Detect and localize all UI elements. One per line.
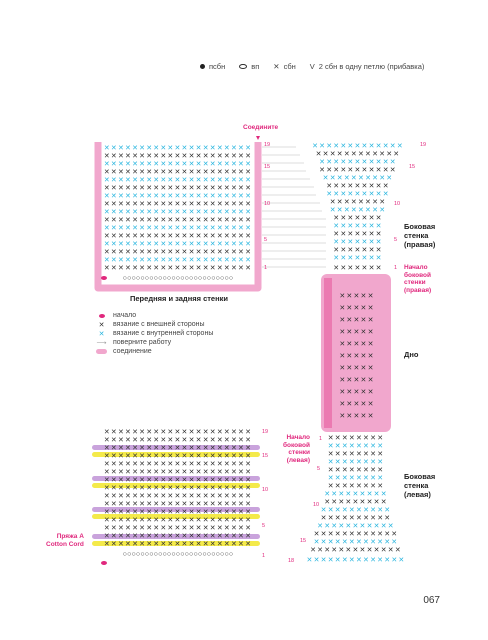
yarn-label: Пряжа А Cotton Cord xyxy=(46,533,84,548)
start-marker-icon xyxy=(96,314,107,318)
row-num-sl-18: 18 xyxy=(288,558,295,564)
svg-text:✕✕✕✕✕✕✕: ✕✕✕✕✕✕✕ xyxy=(333,223,383,230)
turn-arrow-icon: ⟶ xyxy=(96,339,107,347)
svg-text:○○○○○○○○○○○○○○○○○○○○○○○○○: ○○○○○○○○○○○○○○○○○○○○○○○○○ xyxy=(122,551,234,558)
svg-text:✕✕✕✕✕: ✕✕✕✕✕ xyxy=(339,401,375,408)
row-num-sr-19: 19 xyxy=(420,142,427,148)
svg-text:✕✕✕✕✕✕✕✕✕✕✕✕✕: ✕✕✕✕✕✕✕✕✕✕✕✕✕ xyxy=(312,143,404,150)
side-right-label: Боковая стенка (правая) xyxy=(404,222,436,249)
svg-text:✕✕✕✕✕✕✕✕✕✕✕✕✕✕✕✕✕✕✕✕✕: ✕✕✕✕✕✕✕✕✕✕✕✕✕✕✕✕✕✕✕✕✕ xyxy=(103,153,253,160)
row-num-sl-5: 5 xyxy=(317,466,321,472)
svg-text:✕✕✕✕✕: ✕✕✕✕✕ xyxy=(339,377,375,384)
svg-text:✕✕✕✕✕✕✕✕✕✕✕✕✕✕✕✕✕✕✕✕✕: ✕✕✕✕✕✕✕✕✕✕✕✕✕✕✕✕✕✕✕✕✕ xyxy=(103,501,253,508)
svg-text:✕✕✕✕✕✕✕✕✕✕✕✕✕✕✕✕✕✕✕✕✕: ✕✕✕✕✕✕✕✕✕✕✕✕✕✕✕✕✕✕✕✕✕ xyxy=(103,241,253,248)
svg-text:✕✕✕✕✕✕✕✕✕✕✕✕✕✕✕✕✕✕✕✕✕: ✕✕✕✕✕✕✕✕✕✕✕✕✕✕✕✕✕✕✕✕✕ xyxy=(103,453,253,460)
row-num-ll-1: 1 xyxy=(262,553,266,559)
legend-ch: вп xyxy=(239,62,259,71)
inner-stitch-icon: ✕ xyxy=(98,330,105,338)
svg-text:✕✕✕✕✕✕✕✕: ✕✕✕✕✕✕✕✕ xyxy=(327,467,385,474)
svg-text:✕✕✕✕✕✕✕✕✕: ✕✕✕✕✕✕✕✕✕ xyxy=(324,499,388,506)
front-back-label: Передняя и задняя стенки xyxy=(130,294,228,303)
row-num-ll-5: 5 xyxy=(262,523,266,529)
svg-text:✕✕✕✕✕✕✕✕✕✕✕✕✕✕✕✕✕✕✕✕✕: ✕✕✕✕✕✕✕✕✕✕✕✕✕✕✕✕✕✕✕✕✕ xyxy=(103,177,253,184)
svg-text:✕✕✕✕✕✕✕✕✕✕✕✕✕✕✕✕✕✕✕✕✕: ✕✕✕✕✕✕✕✕✕✕✕✕✕✕✕✕✕✕✕✕✕ xyxy=(103,257,253,264)
svg-text:✕✕✕✕✕✕✕✕✕: ✕✕✕✕✕✕✕✕✕ xyxy=(326,191,390,198)
svg-text:✕✕✕✕✕✕✕✕: ✕✕✕✕✕✕✕✕ xyxy=(329,199,387,206)
legend-turn: ⟶ поверните работу xyxy=(96,339,172,347)
legend-start: начало xyxy=(96,311,213,320)
svg-text:✕✕✕✕✕✕✕: ✕✕✕✕✕✕✕ xyxy=(333,255,383,262)
svg-text:✕✕✕✕✕✕✕✕✕✕✕✕✕✕✕✕✕✕✕✕✕: ✕✕✕✕✕✕✕✕✕✕✕✕✕✕✕✕✕✕✕✕✕ xyxy=(103,193,253,200)
row-num-fb-1: 1 xyxy=(264,265,268,271)
svg-text:✕✕✕✕✕✕✕: ✕✕✕✕✕✕✕ xyxy=(333,265,383,272)
svg-text:✕✕✕✕✕✕✕✕✕✕✕✕✕✕✕✕✕✕✕✕✕: ✕✕✕✕✕✕✕✕✕✕✕✕✕✕✕✕✕✕✕✕✕ xyxy=(103,533,253,540)
side-left-label: Боковая стенка (левая) xyxy=(404,472,436,499)
svg-text:✕✕✕✕✕✕✕✕✕: ✕✕✕✕✕✕✕✕✕ xyxy=(324,491,388,498)
svg-text:✕✕✕✕✕✕✕✕: ✕✕✕✕✕✕✕✕ xyxy=(327,451,385,458)
start-right-label: Начало боковой стенки (правая) xyxy=(404,264,432,294)
svg-text:✕✕✕✕✕: ✕✕✕✕✕ xyxy=(339,341,375,348)
svg-text:✕✕✕✕✕✕✕: ✕✕✕✕✕✕✕ xyxy=(333,231,383,238)
svg-text:✕✕✕✕✕✕✕: ✕✕✕✕✕✕✕ xyxy=(333,215,383,222)
page-number: 067 xyxy=(423,595,440,606)
svg-text:✕✕✕✕✕✕✕✕✕✕✕✕✕✕✕✕✕✕✕✕✕: ✕✕✕✕✕✕✕✕✕✕✕✕✕✕✕✕✕✕✕✕✕ xyxy=(103,233,253,240)
svg-text:✕✕✕✕✕✕✕✕✕✕✕✕✕✕✕✕✕✕✕✕✕: ✕✕✕✕✕✕✕✕✕✕✕✕✕✕✕✕✕✕✕✕✕ xyxy=(103,145,253,152)
row-num-sl-15: 15 xyxy=(300,538,307,544)
svg-text:✕✕✕✕✕✕✕✕✕✕: ✕✕✕✕✕✕✕✕✕✕ xyxy=(322,175,394,182)
svg-text:✕✕✕✕✕✕✕✕✕✕✕: ✕✕✕✕✕✕✕✕✕✕✕ xyxy=(319,159,397,166)
svg-text:✕✕✕✕✕✕✕✕✕✕✕✕: ✕✕✕✕✕✕✕✕✕✕✕✕ xyxy=(315,151,401,158)
svg-text:✕✕✕✕✕✕✕✕✕✕✕✕✕: ✕✕✕✕✕✕✕✕✕✕✕✕✕ xyxy=(310,547,402,554)
svg-text:✕✕✕✕✕: ✕✕✕✕✕ xyxy=(339,365,375,372)
svg-text:✕✕✕✕✕: ✕✕✕✕✕ xyxy=(339,353,375,360)
svg-text:✕✕✕✕✕✕✕✕✕✕✕✕✕✕✕✕✕✕✕✕✕: ✕✕✕✕✕✕✕✕✕✕✕✕✕✕✕✕✕✕✕✕✕ xyxy=(103,525,253,532)
outer-stitch-icon: ✕ xyxy=(98,321,105,329)
start-marker-lower xyxy=(101,561,107,565)
svg-text:✕✕✕✕✕✕✕✕: ✕✕✕✕✕✕✕✕ xyxy=(327,475,385,482)
row-num-fb-10: 10 xyxy=(264,201,271,207)
side-left-grid xyxy=(307,435,406,564)
svg-text:✕✕✕✕✕✕✕✕: ✕✕✕✕✕✕✕✕ xyxy=(327,435,385,442)
svg-text:✕✕✕✕✕✕✕✕✕✕✕✕✕✕✕✕✕✕✕✕✕: ✕✕✕✕✕✕✕✕✕✕✕✕✕✕✕✕✕✕✕✕✕ xyxy=(103,169,253,176)
svg-text:✕✕✕✕✕✕✕✕✕✕✕✕✕✕✕✕✕✕✕✕✕: ✕✕✕✕✕✕✕✕✕✕✕✕✕✕✕✕✕✕✕✕✕ xyxy=(103,161,253,168)
svg-text:✕✕✕✕✕✕✕✕✕✕: ✕✕✕✕✕✕✕✕✕✕ xyxy=(320,515,392,522)
svg-text:✕✕✕✕✕✕✕✕✕✕✕✕✕✕✕✕✕✕✕✕✕: ✕✕✕✕✕✕✕✕✕✕✕✕✕✕✕✕✕✕✕✕✕ xyxy=(103,541,253,548)
row-num-sr-5: 5 xyxy=(394,237,398,243)
svg-text:✕✕✕✕✕✕✕✕✕✕✕✕✕✕✕✕✕✕✕✕✕: ✕✕✕✕✕✕✕✕✕✕✕✕✕✕✕✕✕✕✕✕✕ xyxy=(103,209,253,216)
svg-text:○○○○○○○○○○○○○○○○○○○○○○○○○: ○○○○○○○○○○○○○○○○○○○○○○○○○ xyxy=(122,275,234,282)
svg-text:✕✕✕✕✕: ✕✕✕✕✕ xyxy=(339,293,375,300)
svg-text:✕✕✕✕✕✕✕✕✕✕✕✕✕✕✕✕✕✕✕✕✕: ✕✕✕✕✕✕✕✕✕✕✕✕✕✕✕✕✕✕✕✕✕ xyxy=(103,265,253,272)
bottom-panel-inner xyxy=(324,278,332,428)
join-label: Соедините xyxy=(243,124,279,131)
svg-text:✕✕✕✕✕✕✕: ✕✕✕✕✕✕✕ xyxy=(333,239,383,246)
svg-text:✕✕✕✕✕✕✕✕✕✕✕✕✕✕✕✕✕✕✕✕✕: ✕✕✕✕✕✕✕✕✕✕✕✕✕✕✕✕✕✕✕✕✕ xyxy=(103,445,253,452)
row-num-sl-10: 10 xyxy=(313,502,320,508)
side-right-grid xyxy=(312,143,404,272)
svg-text:✕✕✕✕✕✕✕✕✕✕✕✕✕✕✕✕✕✕✕✕✕: ✕✕✕✕✕✕✕✕✕✕✕✕✕✕✕✕✕✕✕✕✕ xyxy=(103,217,253,224)
join-lines xyxy=(262,147,326,267)
svg-text:✕✕✕✕✕✕✕✕: ✕✕✕✕✕✕✕✕ xyxy=(329,207,387,214)
legend-sc: псбн xyxy=(200,62,225,71)
svg-text:✕✕✕✕✕✕✕✕✕✕✕✕✕✕✕✕✕✕✕✕✕: ✕✕✕✕✕✕✕✕✕✕✕✕✕✕✕✕✕✕✕✕✕ xyxy=(103,477,253,484)
svg-text:✕✕✕✕✕✕✕✕✕✕✕: ✕✕✕✕✕✕✕✕✕✕✕ xyxy=(319,167,397,174)
row-num-ll-15: 15 xyxy=(262,453,269,459)
row-num-fb-15: 15 xyxy=(264,164,271,170)
row-num-sr-10: 10 xyxy=(394,201,401,207)
bottom-label: Дно xyxy=(404,350,419,359)
svg-text:✕✕✕✕✕✕✕✕✕✕✕✕✕✕✕✕✕✕✕✕✕: ✕✕✕✕✕✕✕✕✕✕✕✕✕✕✕✕✕✕✕✕✕ xyxy=(103,437,253,444)
legend-join: соединение xyxy=(96,347,213,356)
svg-text:✕✕✕✕✕✕✕✕✕: ✕✕✕✕✕✕✕✕✕ xyxy=(326,183,390,190)
svg-text:✕✕✕✕✕✕✕✕✕✕✕✕✕✕✕✕✕✕✕✕✕: ✕✕✕✕✕✕✕✕✕✕✕✕✕✕✕✕✕✕✕✕✕ xyxy=(103,185,253,192)
row-num-sr-1: 1 xyxy=(394,265,398,271)
row-num-ll-10: 10 xyxy=(262,487,269,493)
svg-text:✕✕✕✕✕✕✕✕✕✕✕✕✕✕✕✕✕✕✕✕✕: ✕✕✕✕✕✕✕✕✕✕✕✕✕✕✕✕✕✕✕✕✕ xyxy=(103,493,253,500)
svg-text:✕✕✕✕✕: ✕✕✕✕✕ xyxy=(339,317,375,324)
svg-text:✕✕✕✕✕✕✕✕✕✕✕✕✕✕✕✕✕✕✕✕✕: ✕✕✕✕✕✕✕✕✕✕✕✕✕✕✕✕✕✕✕✕✕ xyxy=(103,517,253,524)
svg-text:✕✕✕✕✕: ✕✕✕✕✕ xyxy=(339,389,375,396)
svg-text:✕✕✕✕✕✕✕: ✕✕✕✕✕✕✕ xyxy=(333,247,383,254)
svg-text:✕✕✕✕✕✕✕✕✕✕✕✕: ✕✕✕✕✕✕✕✕✕✕✕✕ xyxy=(313,539,399,546)
row-num-fb-5: 5 xyxy=(264,237,268,243)
start-marker xyxy=(101,276,107,280)
front-back-grid xyxy=(104,145,252,282)
legend-x: ✕ сбн xyxy=(273,62,296,71)
single-crochet-icon: ✕ xyxy=(273,62,280,71)
legend-outer: ✕ вязание с внешней стороны xyxy=(96,320,213,329)
lower-left-grid xyxy=(104,429,252,558)
svg-text:✕✕✕✕✕✕✕✕: ✕✕✕✕✕✕✕✕ xyxy=(327,483,385,490)
join-arrow-icon xyxy=(256,136,260,140)
svg-text:✕✕✕✕✕✕✕✕✕✕: ✕✕✕✕✕✕✕✕✕✕ xyxy=(320,507,392,514)
legend-inner: ✕ вязание с внутренней стороны xyxy=(96,329,213,338)
svg-text:✕✕✕✕✕✕✕✕✕✕✕✕✕✕✕✕✕✕✕✕✕: ✕✕✕✕✕✕✕✕✕✕✕✕✕✕✕✕✕✕✕✕✕ xyxy=(103,429,253,436)
svg-text:✕✕✕✕✕✕✕✕: ✕✕✕✕✕✕✕✕ xyxy=(327,443,385,450)
legend-inc: V 2 сбн в одну петлю (прибавка) xyxy=(309,62,425,71)
join-swatch-icon xyxy=(96,349,107,354)
row-num-sl-1: 1 xyxy=(319,436,323,442)
svg-text:✕✕✕✕✕✕✕✕✕✕✕✕: ✕✕✕✕✕✕✕✕✕✕✕✕ xyxy=(313,531,399,538)
svg-text:✕✕✕✕✕✕✕✕✕✕✕✕✕✕✕✕✕✕✕✕✕: ✕✕✕✕✕✕✕✕✕✕✕✕✕✕✕✕✕✕✕✕✕ xyxy=(103,485,253,492)
row-num-fb-19: 19 xyxy=(264,142,271,148)
svg-text:✕✕✕✕✕✕✕✕: ✕✕✕✕✕✕✕✕ xyxy=(327,459,385,466)
increase-icon: V xyxy=(309,62,315,71)
svg-text:✕✕✕✕✕: ✕✕✕✕✕ xyxy=(339,329,375,336)
svg-text:✕✕✕✕✕✕✕✕✕✕✕✕✕✕✕✕✕✕✕✕✕: ✕✕✕✕✕✕✕✕✕✕✕✕✕✕✕✕✕✕✕✕✕ xyxy=(103,225,253,232)
svg-text:✕✕✕✕✕✕✕✕✕✕✕✕✕✕✕✕✕✕✕✕✕: ✕✕✕✕✕✕✕✕✕✕✕✕✕✕✕✕✕✕✕✕✕ xyxy=(103,461,253,468)
svg-text:✕✕✕✕✕: ✕✕✕✕✕ xyxy=(339,413,375,420)
row-num-sr-15: 15 xyxy=(409,164,416,170)
svg-text:✕✕✕✕✕✕✕✕✕✕✕✕✕✕✕✕✕✕✕✕✕: ✕✕✕✕✕✕✕✕✕✕✕✕✕✕✕✕✕✕✕✕✕ xyxy=(103,201,253,208)
start-left-label: Начало боковой стенки (левая) xyxy=(283,434,310,464)
row-legend xyxy=(96,311,213,356)
svg-text:✕✕✕✕✕✕✕✕✕✕✕: ✕✕✕✕✕✕✕✕✕✕✕ xyxy=(317,523,395,530)
svg-text:✕✕✕✕✕: ✕✕✕✕✕ xyxy=(339,305,375,312)
row-num-ll-19: 19 xyxy=(262,429,269,435)
svg-text:✕✕✕✕✕✕✕✕✕✕✕✕✕✕✕✕✕✕✕✕✕: ✕✕✕✕✕✕✕✕✕✕✕✕✕✕✕✕✕✕✕✕✕ xyxy=(103,469,253,476)
svg-text:✕✕✕✕✕✕✕✕✕✕✕✕✕✕✕✕✕✕✕✕✕: ✕✕✕✕✕✕✕✕✕✕✕✕✕✕✕✕✕✕✕✕✕ xyxy=(103,509,253,516)
svg-text:✕✕✕✕✕✕✕✕✕✕✕✕✕✕✕✕✕✕✕✕✕: ✕✕✕✕✕✕✕✕✕✕✕✕✕✕✕✕✕✕✕✕✕ xyxy=(103,249,253,256)
svg-text:✕✕✕✕✕✕✕✕✕✕✕✕✕✕: ✕✕✕✕✕✕✕✕✕✕✕✕✕✕ xyxy=(306,557,406,564)
